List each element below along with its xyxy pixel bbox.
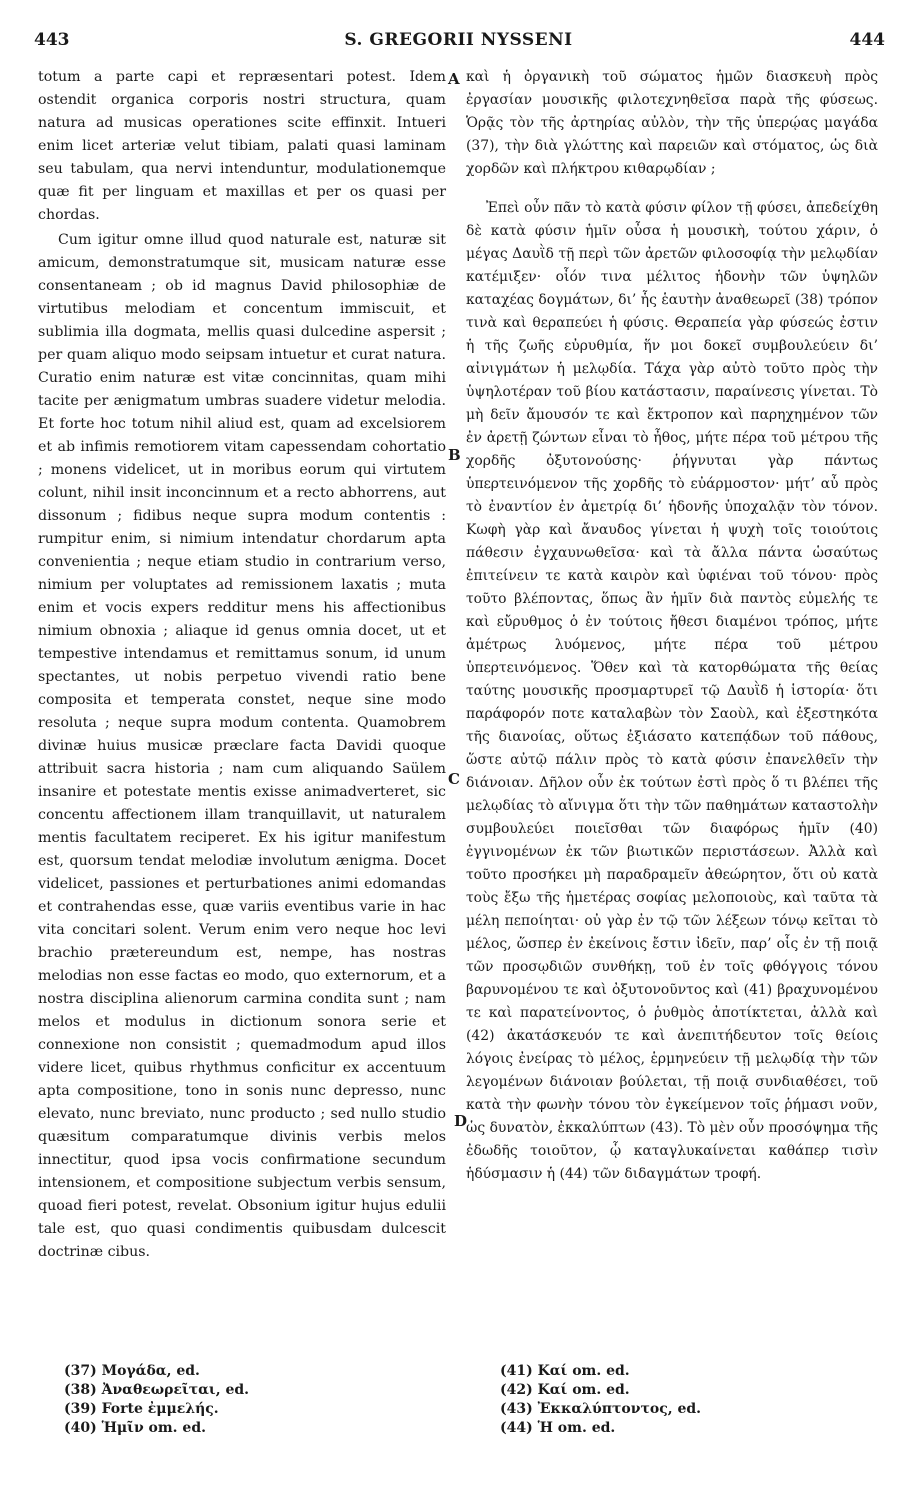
- footnote-44: (44) Ἡ om. ed.: [500, 1420, 616, 1436]
- footnote-40: (40) Ἡμῖν om. ed.: [64, 1420, 207, 1436]
- margin-letter-b: B: [448, 446, 461, 464]
- footnote-42: (42) Καί om. ed.: [500, 1382, 630, 1398]
- greek-paragraph-2: Ἐπεὶ οὖν πᾶν τὸ κατὰ φύσιν φίλον τῇ φύσει, ἀπεδείχθη δὲ κατὰ φύσιν ἡμῖν οὖσα ἡ μουσικὴ, τούτου χάριν, ὁ μέγας Δαυῒδ τῇ περὶ τῶν ἀρετῶν φιλοσοφίᾳ τὴν μελῳδίαν κατέμιξεν· οἷόν τινα μέλιτος ἡδονὴν τῶν ὑψηλῶν καταχέας δογμάτων, δι’ ἧς ἑαυτὴν ἀναθεωρεῖ (38) τρόπον τινὰ καὶ θεραπεύει ἡ φύσις. Θεραπεία γὰρ φύσεώς ἐστιν ἡ τῆς ζωῆς εὐρυθμία, ἥν μοι δοκεῖ συμβουλεύειν δι’ αἰνιγμάτων ἡ μελῳδία. Τάχα γὰρ αὐτὸ τοῦτο πρὸς τὴν ὑψηλοτέραν τοῦ βίου κατάστασιν, παραίνεσις γίνεται. Τὸ μὴ δεῖν ἄμουσόν τε καὶ ἔκτροπον καὶ παρηχημένον τῶν ἐν ἀρετῇ ζώντων εἶναι τὸ ἦθος, μήτε πέρα τοῦ μέτρου τῆς χορδῆς ὀξυτονούσης· ῥήγνυται γὰρ πάντως ὑπερτεινόμενον τῆς χορδῆς τὸ εὐάρμοστον· μήτ’ αὖ πρὸς τὸ ἐναντίον ἐν ἀμετρίᾳ δι’ ἡδονῆς ὑποχαλᾷν τὸν τόνον. Κωφὴ γὰρ καὶ ἄναυδος γίνεται ἡ ψυχὴ τοῖς τοιούτοις πάθεσιν ἐγχαυνωθεῖσα· καὶ τὰ ἄλλα πάντα ὡσαύτως ἐπιτείνειν τε κατὰ καιρὸν καὶ ὑφιέναι τοῦ τόνου· πρὸς τοῦτο βλέποντας, ὅπως ἂν ἡμῖν διὰ παντὸς εὐμελής τε καὶ εὔρυθμος ὁ ἐν τούτοις ἤθεσι διαμένοι τρόπος, μήτε ἀμέτρως λυόμενος, μήτε πέρα τοῦ μέτρου ὑπερτεινόμενος. Ὅθεν καὶ τὰ κατορθώματα τῆς θείας ταύτης μουσικῆς προσμαρτυρεῖ τῷ Δαυῒδ ἡ ἱστορία· ὅτι παράφορόν ποτε καταλαβὼν τὸν Σαοὺλ, καὶ ἐξεστηκότα τῆς διανοίας, οὕτως ἐξιάσατο κατεπᾴδων τοῦ πάθους, ὥστε αὐτῷ πάλιν πρὸς τὸ κατὰ φύσιν ἐπανελθεῖν τὴν διάνοιαν. Δῆλον οὖν ἐκ τούτων ἐστὶ πρὸς ὅ τι βλέπει τῆς μελῳδίας τὸ αἴνιγμα ὅτι τὴν τῶν παθημάτων καταστολὴν συμβουλεύει ποιεῖσθαι τῶν διαφόρως ἡμῖν (40) ἐγγινομένων ἐκ τῶν βιωτικῶν περιστάσεων. Ἀλλὰ καὶ τοῦτο προσήκει μὴ παραδραμεῖν ἀθεώρητον, ὅτι οὐ κατὰ τοὺς ἔξω τῆς ἡμετέρας σοφίας μελοποιοὺς, καὶ ταῦτα τὰ μέλη πεποίηται· οὐ γὰρ ἐν τῷ τῶν λέξεων τόνῳ κεῖται τὸ μέλος, ὥσπερ ἐν ἐκείνοις ἔστιν ἰδεῖν, παρ’ οἷς ἐν τῇ ποιᾷ τῶν προσῳδιῶν συνθήκῃ, τοῦ ἐν τοῖς φθόγγοις τόνου βαρυνομένου τε καὶ ὀξυτονοῦντος καὶ (41) βραχυνομένου τε καὶ παρατείνοντος, ὁ ῥυθμὸς ἀποτίκτεται, ἀλλὰ καὶ (42) ἀκατάσκευόν τε καὶ ἀνεπιτήδευτον τοῖς θείοις λόγοις ἐνείρας τὸ μέλος, ἑρμηνεύειν τῇ μελῳδίᾳ τὴν τῶν λεγομένων διάνοιαν βούλεται, τῇ ποιᾷ συνδιαθέσει, τοῦ κατὰ τὴν φωνὴν τόνου τὸν ἐγκείμενον τοῖς ῥήμασι νοῦν, ὡς δυνατὸν, ἐκκαλύπτων (43). Τὸ μὲν οὖν προσόψημα τῆς ἐδωδῆς τοιοῦτον, ᾧ καταγλυκαίνεται καθάπερ τισὶν ἡδύσμασιν ἡ (44) τῶν διδαγμάτων τροφή.: [466, 200, 878, 1182]
- page-number-left: 443: [34, 30, 70, 50]
- running-title: S. GREGORII NYSSENI: [344, 30, 573, 50]
- margin-letter-d: D: [454, 1112, 468, 1130]
- page-header: [30, 24, 887, 54]
- page-number-right: 444: [849, 30, 885, 50]
- latin-paragraph-1: totum a parte capi et repræsentari potest. Idem ostendit organica corporis nostri structura, quam natura ad musicas operationes scite effinxit. Intueri enim licet arteriæ velut tibiam, palati quasi laminam seu tabulam, qua nervi intenduntur, modulationemque quæ fit per linguam et maxillas et per os quasi per chordas.: [38, 69, 446, 223]
- footnotes-right: [500, 1362, 701, 1438]
- latin-column: [38, 66, 446, 1264]
- footnote-43: (43) Ἐκκαλύπτοντος, ed.: [500, 1401, 702, 1417]
- footnote-39: (39) Forte ἐμμελής.: [64, 1401, 219, 1417]
- margin-letter-c: C: [448, 770, 460, 788]
- greek-column: [466, 66, 878, 1186]
- greek-paragraph-1: καὶ ἡ ὀργανικὴ τοῦ σώματος ἡμῶν διασκευὴ πρὸς ἐργασίαν μουσικῆς φιλοτεχνηθεῖσα παρὰ τῆς φύσεως. Ὁρᾷς τὸν τῆς ἀρτηρίας αὐλὸν, τὴν τῆς ὑπερῴας μαγάδα (37), τὴν διὰ γλώττης καὶ παρειῶν καὶ στόματος, ὡς διὰ χορδῶν καὶ πλήκτρου κιθαρῳδίαν ;: [466, 69, 878, 177]
- footnote-37: (37) Μογάδα, ed.: [64, 1363, 200, 1379]
- footnote-38: (38) Ἀναθεωρεῖται, ed.: [64, 1382, 250, 1398]
- footnotes-left: [64, 1362, 249, 1438]
- margin-letter-a: A: [448, 70, 460, 88]
- footnote-41: (41) Καί om. ed.: [500, 1363, 630, 1379]
- latin-paragraph-2: Cum igitur omne illud quod naturale est, naturæ sit amicum, demonstratumque sit, musicam naturæ esse consentaneam ; ob id magnus David philosophiæ de virtutibus melodiam et concentum immiscuit, et sublimia illa dogmata, mellis quasi dulcedine aspersit ; per quam aliquo modo seipsam intuetur et curat natura. Curatio enim naturæ est vitæ concinnitas, quam mihi tacite per ænigmatum umbras suadere videtur melodia. Et forte hoc totum nihil aliud est, quam ad excelsiorem et ab infimis remotiorem vitam capessendam cohortatio ; monens videlicet, ut in moribus eorum qui virtutem colunt, nihil insit inconcinnum et a recto abhorrens, aut dissonum ; fidibus neque supra modum contentis : rumpitur enim, si nimium intendatur chordarum apta convenientia ; neque etiam studio in contrarium verso, nimium per voluptates ad remissionem laxatis ; muta enim et vocis expers redditur mens his affectionibus nimium obnoxia ; aliaque id genus omnia docet, ut et tempestive intendamus et remittamus sonum, id unum spectantes, ut nobis perpetuo vivendi ratio bene composita et temperata constet, neque sine modo resoluta ; neque supra modum contenta. Quamobrem divinæ huius musicæ præclare facta Davidi quoque attribuit sacra historia ; nam cum aliquando Saülem insanire et potestate mentis exisse animadverteret, sic concentu affectionem illam tranquillavit, ut naturalem mentis facultatem reciperet. Ex his igitur manifestum est, quorsum tendat melodiæ involutum ænigma. Docet videlicet, passiones et perturbationes animi edomandas et contrahendas esse, quæ variis eventibus varie in hac vita concitari solent. Verum enim vero neque hoc levi brachio prætereundum est, nempe, has nostras melodias non esse factas eo modo, quo externorum, et a nostra disciplina alienorum carmina condita sunt ; nam melos et modulus in dictionum sonora serie et connexione non consistit ; quemadmodum apud illos videre licet, quibus rhythmus conficitur ex accentuum apta compositione, tono in sonis nunc depresso, nunc elevato, nunc breviato, nunc producto ; sed nullo studio quæsitum comparatumque divinis verbis melos innectitur, quod ipsa vocis confirmatione secundum intensionem, et compositione subjectum verbis sensum, quoad fieri potest, revelat. Obsonium igitur hujus edulii tale est, quo quasi condimentis quibusdam dulcescit doctrinæ cibus.: [38, 232, 446, 1260]
